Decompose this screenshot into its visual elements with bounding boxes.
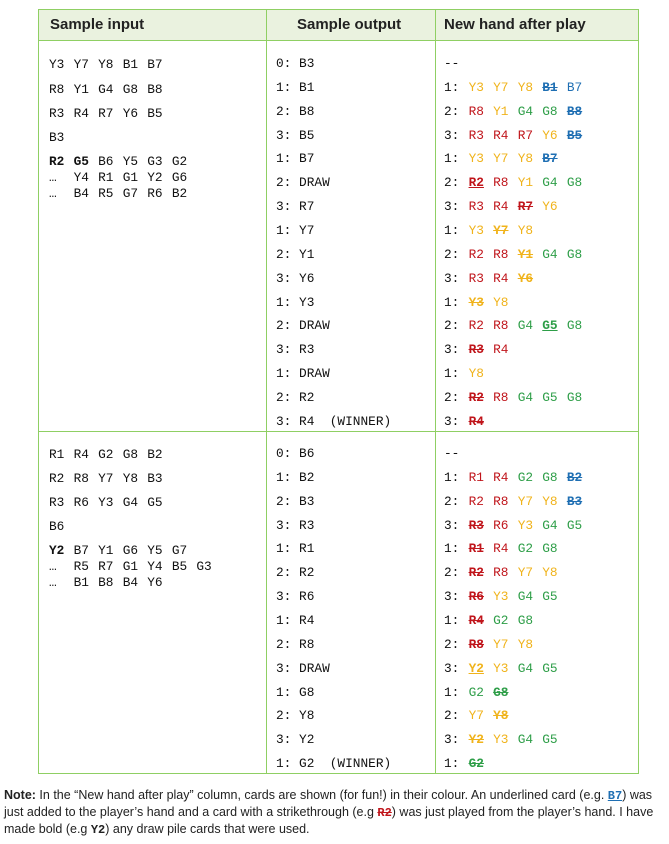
hand-card: G5: [542, 732, 558, 748]
input-card: B7: [73, 543, 89, 558]
output-line: 2: Y8: [276, 708, 315, 724]
input-card: B1: [73, 575, 89, 590]
played-card: Y6: [517, 270, 534, 286]
note-text-2: ) was just added to the player’s hand and a card with a strikethrough (e.g: [4, 788, 653, 819]
player-label: 2:: [444, 389, 460, 405]
input-card: R4: [73, 106, 89, 121]
player-label: --: [444, 56, 460, 71]
input-line: [49, 58, 172, 72]
hand-line: [444, 105, 591, 119]
output-line: 2: Y1: [276, 246, 315, 262]
output-line: 2: B8: [276, 103, 315, 119]
hand-line: [444, 614, 542, 628]
input-card: R1: [98, 170, 114, 185]
hand-line: [444, 200, 567, 214]
output-line: 3: R7: [276, 199, 315, 215]
output-line: 3: Y2: [276, 732, 315, 748]
input-card: B3: [49, 130, 65, 145]
input-card: R6: [73, 495, 89, 510]
hand-card: G5: [566, 517, 583, 533]
player-label: 2:: [444, 175, 460, 191]
player-label: 1:: [444, 684, 460, 700]
hand-card: R1: [468, 469, 484, 485]
input-line: [49, 187, 196, 201]
hand-card: G2: [493, 612, 509, 628]
hand-card: R8: [493, 318, 509, 334]
output-line: 3: R6: [276, 589, 315, 605]
output-line: 3: R4 (WINNER): [276, 413, 392, 429]
hand-card: R8: [493, 246, 509, 262]
player-label: 1:: [444, 366, 460, 382]
hand-line: [444, 343, 518, 357]
input-card: Y3: [98, 495, 114, 510]
hand-card: R2: [468, 318, 484, 334]
input-card: R2: [49, 471, 65, 486]
added-card: [469, 662, 494, 676]
player-label: 2:: [444, 246, 460, 262]
hand-card: Y1: [517, 175, 534, 191]
input-line: [49, 131, 74, 145]
input-card: B4: [122, 575, 139, 590]
hand-line: [444, 757, 493, 771]
input-card: R8: [49, 82, 65, 97]
played-card: B3: [566, 493, 583, 509]
hand-card: R4: [493, 199, 509, 215]
hand-line: [444, 733, 567, 747]
output-line: 1: B7: [276, 151, 315, 167]
hand-card: G2: [517, 541, 534, 557]
hand-card: G4: [517, 732, 534, 748]
player-label: 3:: [444, 270, 460, 286]
hand-card: G5: [542, 389, 558, 405]
hand-card: Y8: [517, 636, 534, 652]
output-line: 1: R1: [276, 541, 315, 557]
input-card: Y5: [122, 154, 139, 169]
column-divider-2: [435, 10, 436, 773]
played-card: Y8: [493, 708, 509, 724]
note-text-3: ) was just played from the player’s hand. I have made bold (e.g: [4, 805, 654, 836]
input-card: Y4: [147, 559, 163, 574]
hand-line: [444, 495, 591, 509]
played-card: R3: [468, 342, 484, 358]
card-text: Y2: [468, 660, 484, 676]
played-card: Y2: [468, 732, 484, 748]
hand-card: G5: [542, 589, 558, 605]
input-card: G2: [171, 154, 188, 169]
input-card: R1: [49, 447, 65, 462]
input-card: G8: [122, 447, 139, 462]
input-card: B6: [98, 154, 114, 169]
note-text-4: ) any draw pile cards that were used.: [105, 822, 310, 836]
hand-card: Y3: [468, 79, 484, 95]
player-label: 2:: [444, 708, 460, 724]
input-card: Y6: [147, 575, 163, 590]
hand-card: R7: [517, 127, 534, 143]
hand-card: Y7: [493, 79, 509, 95]
hand-card: Y6: [542, 127, 558, 143]
output-line: 2: R8: [276, 636, 315, 652]
output-line: 1: Y7: [276, 222, 315, 238]
player-label: 3:: [444, 589, 460, 605]
hand-line: [444, 152, 567, 166]
hand-card: R2: [468, 246, 484, 262]
played-card: R1: [468, 541, 484, 557]
hand-card: G4: [542, 246, 558, 262]
hand-line: [444, 129, 591, 143]
input-card: R4: [73, 447, 89, 462]
hand-line: [444, 57, 469, 71]
input-card: G5: [73, 154, 89, 169]
hand-card: R4: [493, 127, 509, 143]
hand-card: Y8: [517, 79, 534, 95]
input-card: R3: [49, 106, 65, 121]
input-line: [49, 155, 196, 169]
output-line: 0: B3: [276, 56, 315, 71]
hand-card: Y7: [468, 708, 484, 724]
input-card: Y3: [49, 57, 65, 72]
output-line: 1: B2: [276, 469, 315, 485]
hand-card: R3: [468, 127, 484, 143]
player-label: 2:: [444, 636, 460, 652]
input-card: B2: [147, 447, 163, 462]
hand-line: [444, 176, 591, 190]
player-label: 2:: [444, 493, 460, 509]
hand-card: G4: [517, 660, 534, 676]
input-card: R2: [49, 154, 65, 169]
input-card: Y1: [98, 543, 114, 558]
played-card: R6: [468, 589, 484, 605]
output-line: 1: G2 (WINNER): [276, 756, 392, 772]
played-card: Y3: [468, 294, 484, 310]
card-text: R2: [468, 175, 484, 191]
input-card: B4: [73, 186, 89, 201]
input-card: G1: [122, 170, 139, 185]
input-line: [49, 576, 172, 590]
hand-card: R8: [493, 565, 509, 581]
player-label: 1:: [444, 294, 460, 310]
played-card: G2: [468, 756, 484, 772]
hand-line: [444, 224, 542, 238]
input-card: G1: [122, 559, 139, 574]
header-sample-input: Sample input: [50, 10, 144, 40]
hand-card: Y7: [517, 565, 534, 581]
output-line: 1: B1: [276, 79, 315, 95]
hand-card: R4: [493, 342, 509, 358]
hand-card: G4: [517, 389, 534, 405]
input-card: G3: [196, 559, 212, 574]
output-line: 3: R3: [276, 517, 315, 533]
hand-line: [444, 248, 591, 262]
output-line: 2: DRAW: [276, 318, 330, 334]
hand-line: [444, 709, 518, 723]
player-label: 2:: [444, 565, 460, 581]
player-label: 1:: [444, 612, 460, 628]
input-line: [49, 83, 172, 97]
hand-card: G4: [542, 175, 558, 191]
input-card: G5: [147, 495, 163, 510]
hand-card: G2: [468, 684, 484, 700]
played-card: R8: [468, 636, 484, 652]
hand-card: R4: [493, 469, 509, 485]
hand-card: G8: [542, 103, 558, 119]
played-card: Y1: [517, 246, 534, 262]
output-line: 3: R3: [276, 342, 315, 358]
input-card: B3: [147, 471, 163, 486]
player-label: 3:: [444, 342, 460, 358]
input-card: R5: [98, 186, 114, 201]
input-card: R6: [147, 186, 163, 201]
hand-card: R4: [493, 541, 509, 557]
hand-line: [444, 519, 591, 533]
input-card: B6: [49, 519, 65, 534]
continuation-marker: …: [49, 575, 57, 590]
input-line: [49, 107, 172, 121]
played-card: R7: [517, 199, 534, 215]
played-card: B5: [566, 127, 583, 143]
hand-line: [444, 447, 469, 461]
hand-card: R2: [468, 493, 484, 509]
player-label: 3:: [444, 517, 460, 533]
player-label: 3:: [444, 413, 460, 429]
input-card: Y4: [73, 170, 89, 185]
hand-card: G8: [566, 246, 583, 262]
hand-card: R8: [493, 493, 509, 509]
played-card: R2: [468, 389, 484, 405]
player-label: 3:: [444, 732, 460, 748]
input-card: G7: [171, 543, 188, 558]
input-card: Y7: [73, 57, 89, 72]
input-line: [49, 544, 196, 558]
header-sample-output: Sample output: [297, 10, 401, 40]
input-line: [49, 560, 221, 574]
input-card: Y6: [122, 106, 139, 121]
output-line: 1: DRAW: [276, 366, 330, 382]
played-card: R3: [468, 517, 484, 533]
played-card: B2: [566, 469, 583, 485]
hand-line: [444, 319, 591, 333]
input-card: B5: [171, 559, 188, 574]
player-label: 2:: [444, 103, 460, 119]
input-card: G3: [147, 154, 163, 169]
input-card: B8: [98, 575, 114, 590]
hand-card: R3: [468, 199, 484, 215]
hand-card: G8: [542, 469, 558, 485]
hand-line: [444, 662, 567, 676]
hand-card: G8: [566, 389, 583, 405]
hand-card: Y3: [468, 151, 484, 167]
column-divider-1: [266, 10, 267, 773]
player-label: 3:: [444, 660, 460, 676]
input-card: Y2: [49, 543, 65, 558]
player-label: 1:: [444, 79, 460, 95]
input-card: Y1: [73, 82, 89, 97]
hand-card: Y8: [517, 151, 534, 167]
hand-card: Y6: [542, 199, 558, 215]
input-card: B2: [171, 186, 188, 201]
continuation-marker: …: [49, 170, 57, 185]
hand-card: Y8: [542, 493, 558, 509]
hand-card: G4: [542, 517, 558, 533]
added-card: [469, 176, 494, 190]
output-line: 2: B3: [276, 493, 315, 509]
input-line: [49, 496, 172, 510]
played-card: B7: [542, 151, 558, 167]
output-line: 0: B6: [276, 446, 315, 461]
header-new-hand: New hand after play: [444, 10, 586, 40]
played-card: G8: [493, 684, 509, 700]
header-divider: [39, 40, 638, 41]
input-card: B8: [147, 82, 163, 97]
hand-card: G2: [517, 469, 534, 485]
played-card: R4: [468, 612, 484, 628]
output-line: 3: B5: [276, 127, 315, 143]
hand-card: R8: [493, 389, 509, 405]
hand-card: G4: [517, 589, 534, 605]
hand-card: Y8: [542, 565, 558, 581]
hand-card: Y3: [493, 660, 509, 676]
hand-card: R4: [493, 270, 509, 286]
hand-card: Y3: [517, 517, 534, 533]
input-card: R8: [73, 471, 89, 486]
card-text: G5: [542, 318, 558, 334]
hand-card: G8: [566, 175, 583, 191]
hand-line: [444, 590, 567, 604]
input-card: B5: [147, 106, 163, 121]
played-card: R4: [468, 413, 484, 429]
hand-card: G8: [566, 318, 583, 334]
note-example-strike: R2: [377, 806, 392, 820]
hand-line: [444, 272, 542, 286]
hand-card: Y7: [493, 636, 509, 652]
output-line: 1: G8: [276, 684, 315, 700]
output-line: 3: DRAW: [276, 660, 330, 676]
note-example-underline: B7: [607, 789, 623, 803]
output-line: 2: R2: [276, 389, 315, 405]
note-label: Note:: [4, 788, 36, 802]
input-card: Y8: [98, 57, 114, 72]
input-card: G6: [171, 170, 188, 185]
hand-line: [444, 415, 493, 429]
hand-card: Y8: [468, 366, 484, 382]
input-card: B1: [122, 57, 139, 72]
played-card: Y7: [493, 222, 509, 238]
hand-card: G4: [517, 318, 534, 334]
input-card: R7: [98, 106, 114, 121]
player-label: 1:: [444, 151, 460, 167]
output-line: 2: DRAW: [276, 175, 330, 191]
hand-card: Y3: [493, 589, 509, 605]
hand-card: R3: [468, 270, 484, 286]
output-line: 1: Y3: [276, 294, 315, 310]
input-card: R7: [98, 559, 114, 574]
player-label: --: [444, 446, 460, 461]
input-card: G7: [122, 186, 139, 201]
hand-card: Y8: [517, 222, 534, 238]
hand-line: [444, 638, 542, 652]
hand-line: [444, 542, 567, 556]
input-card: Y2: [147, 170, 163, 185]
hand-card: B7: [566, 79, 583, 95]
hand-card: R6: [493, 517, 509, 533]
input-card: R3: [49, 495, 65, 510]
played-card: B8: [566, 103, 583, 119]
output-line: 3: Y6: [276, 270, 315, 286]
hand-card: G8: [542, 541, 558, 557]
hand-line: [444, 391, 591, 405]
note-text-1: In the “New hand after play” column, cards are shown (for fun!) in their colour. An underlined card (e.g.: [35, 788, 608, 802]
input-card: G2: [98, 447, 114, 462]
input-card: Y5: [147, 543, 163, 558]
input-line: [49, 171, 196, 185]
input-card: G6: [122, 543, 139, 558]
player-label: 2:: [444, 318, 460, 334]
hand-card: Y8: [493, 294, 509, 310]
played-card: R2: [468, 565, 484, 581]
input-card: Y8: [122, 471, 139, 486]
played-card: B1: [542, 79, 558, 95]
added-card: [542, 319, 567, 333]
player-label: 1:: [444, 541, 460, 557]
note-example-bold: Y2: [90, 823, 106, 837]
input-line: [49, 448, 172, 462]
input-card: R5: [73, 559, 89, 574]
hand-line: [444, 367, 493, 381]
hand-card: Y3: [493, 732, 509, 748]
input-card: G8: [122, 82, 139, 97]
input-line: [49, 520, 74, 534]
hand-card: Y3: [468, 222, 484, 238]
player-label: 3:: [444, 127, 460, 143]
section-divider: [39, 431, 638, 432]
input-card: G4: [98, 82, 114, 97]
hand-card: Y7: [517, 493, 534, 509]
footnote: [4, 787, 666, 838]
input-card: B7: [147, 57, 163, 72]
hand-card: G5: [542, 660, 558, 676]
hand-card: R8: [468, 103, 484, 119]
player-label: 1:: [444, 469, 460, 485]
output-line: 1: R4: [276, 612, 315, 628]
output-line: 2: R2: [276, 565, 315, 581]
hand-line: [444, 81, 591, 95]
hand-card: R8: [493, 175, 509, 191]
player-label: 3:: [444, 199, 460, 215]
player-label: 1:: [444, 222, 460, 238]
player-label: 1:: [444, 756, 460, 772]
input-card: Y7: [98, 471, 114, 486]
input-line: [49, 472, 172, 486]
hand-card: Y7: [493, 151, 509, 167]
hand-card: G4: [517, 103, 534, 119]
hand-line: [444, 471, 591, 485]
hand-line: [444, 686, 518, 700]
continuation-marker: …: [49, 186, 57, 201]
hand-line: [444, 566, 567, 580]
uno-sample-table: [38, 9, 639, 774]
input-card: G4: [122, 495, 139, 510]
hand-card: G8: [517, 612, 534, 628]
hand-card: Y1: [493, 103, 509, 119]
hand-line: [444, 296, 518, 310]
continuation-marker: …: [49, 559, 57, 574]
